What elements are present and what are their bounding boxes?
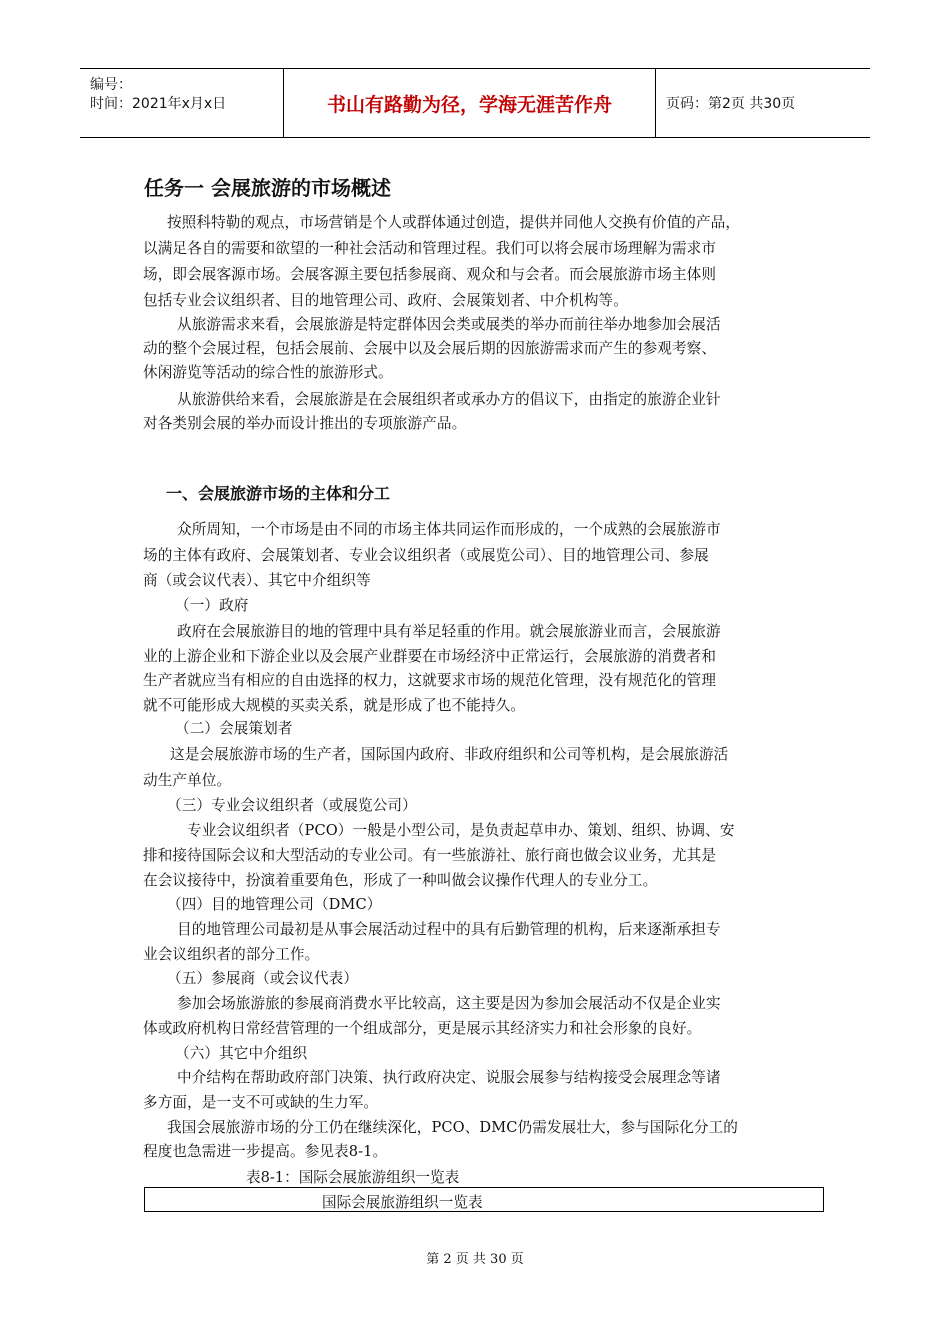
body-line: 业的上游企业和下游企业以及会展产业群要在市场经济中正常运行，会展旅游的消费者和 [143,648,717,665]
intro-line: 按照科特勒的观点，市场营销是个人或群体通过创造，提供并同他人交换有价值的产品， [167,214,741,231]
intro-line: 以满足各自的需要和欲望的一种社会活动和管理过程。我们可以将会展市场理解为需求市 [143,240,717,257]
intro-line: 动的整个会展过程，包括会展前、会展中以及会展后期的因旅游需求而产生的参观考察、 [143,340,717,357]
body-line: 排和接待国际会议和大型活动的专业公司。有一些旅游社、旅行商也做会议业务，尤其是 [143,847,717,864]
body-line: 我国会展旅游市场的分工仍在继续深化，PCO、DMC仍需发展壮大，参与国际化分工的 [167,1119,738,1136]
body-line: 参加会场旅游旅的参展商消费水平比较高，这主要是因为参加会展活动不仅是企业实 [177,995,721,1012]
body-line: 目的地管理公司最初是从事会展活动过程中的具有后勤管理的机构，后来逐渐承担专 [177,921,721,938]
table-caption: 表8-1：国际会展旅游组织一览表 [246,1169,460,1186]
intro-line: 从旅游供给来看，会展旅游是在会展组织者或承办方的倡议下，由指定的旅游企业针 [177,391,721,408]
body-line: 中介结构在帮助政府部门决策、执行政府决定、说服会展参与结构接受会展理念等诸 [177,1069,721,1086]
body-line: 专业会议组织者（PCO）一般是小型公司，是负责起草申办、策划、组织、协调、安 [187,822,735,839]
body-line: 就不可能形成大规模的买卖关系，就是形成了也不能持久。 [143,697,526,714]
subheading: （四）目的地管理公司（DMC） [167,896,382,913]
header-page-label: 页码：第2页 共30页 [666,96,796,112]
intro-line: 休闲游览等活动的综合性的旅游形式。 [143,364,393,381]
body-line: 这是会展旅游市场的生产者，国际国内政府、非政府组织和公司等机构，是会展旅游活 [170,746,729,763]
intro-line: 从旅游需求来看，会展旅游是特定群体因会类或展类的举办而前往举办地参加会展活 [177,316,721,333]
intro-line: 场，即会展客源市场。会展客源主要包括参展商、观众和与会者。而会展旅游市场主体则 [143,266,717,283]
subheading: （二）会展策划者 [175,720,293,737]
table-header-cell: 国际会展旅游组织一览表 [322,1194,483,1211]
body-line: 程度也急需进一步提高。参见表8-1。 [143,1143,388,1160]
page-header [80,68,870,138]
intro-line: 对各类别会展的举办而设计推出的专项旅游产品。 [143,415,467,432]
body-line: 在会议接待中，扮演着重要角色，形成了一种叫做会议操作代理人的专业分工。 [143,872,658,889]
date-label: 时间：2021年x月x日 [90,96,227,112]
body-line: 众所周知，一个市场是由不同的市场主体共同运作而形成的，一个成熟的会展旅游市 [177,521,721,538]
body-line: 体或政府机构日常经营管理的一个组成部分，更是展示其经济实力和社会形象的良好。 [143,1020,702,1037]
subheading: （三）专业会议组织者（或展览公司） [167,797,417,814]
subheading: （六）其它中介组织 [175,1045,308,1062]
body-line: 生产者就应当有相应的自由选择的权力，这就要求市场的规范化管理，没有规范化的管理 [143,672,717,689]
header-meta [80,69,284,137]
organization-table [144,1187,824,1212]
body-line: 政府在会展旅游目的地的管理中具有举足轻重的作用。就会展旅游业而言，会展旅游 [177,623,721,640]
body-line: 业会议组织者的部分工作。 [143,946,320,963]
subheading: （五）参展商（或会议代表） [167,970,359,987]
number-label: 编号： [90,77,132,93]
subheading: （一）政府 [175,597,249,614]
body-line: 多方面，是一支不可或缺的生力军。 [143,1094,379,1111]
section-heading: 一、会展旅游市场的主体和分工 [166,484,391,503]
intro-line: 包括专业会议组织者、目的地管理公司、政府、会展策划者、中介机构等。 [143,292,628,309]
page-title: 任务一 会展旅游的市场概述 [144,176,391,200]
body-line: 场的主体有政府、会展策划者、专业会议组织者（或展览公司）、目的地管理公司、参展 [143,547,709,564]
body-line: 商（或会议代表）、其它中介组织等 [143,572,371,589]
header-motto: 书山有路勤为径，学海无涯苦作舟 [284,69,656,137]
page-footer: 第 2 页 共 30 页 [426,1252,524,1267]
body-line: 动生产单位。 [143,772,232,789]
